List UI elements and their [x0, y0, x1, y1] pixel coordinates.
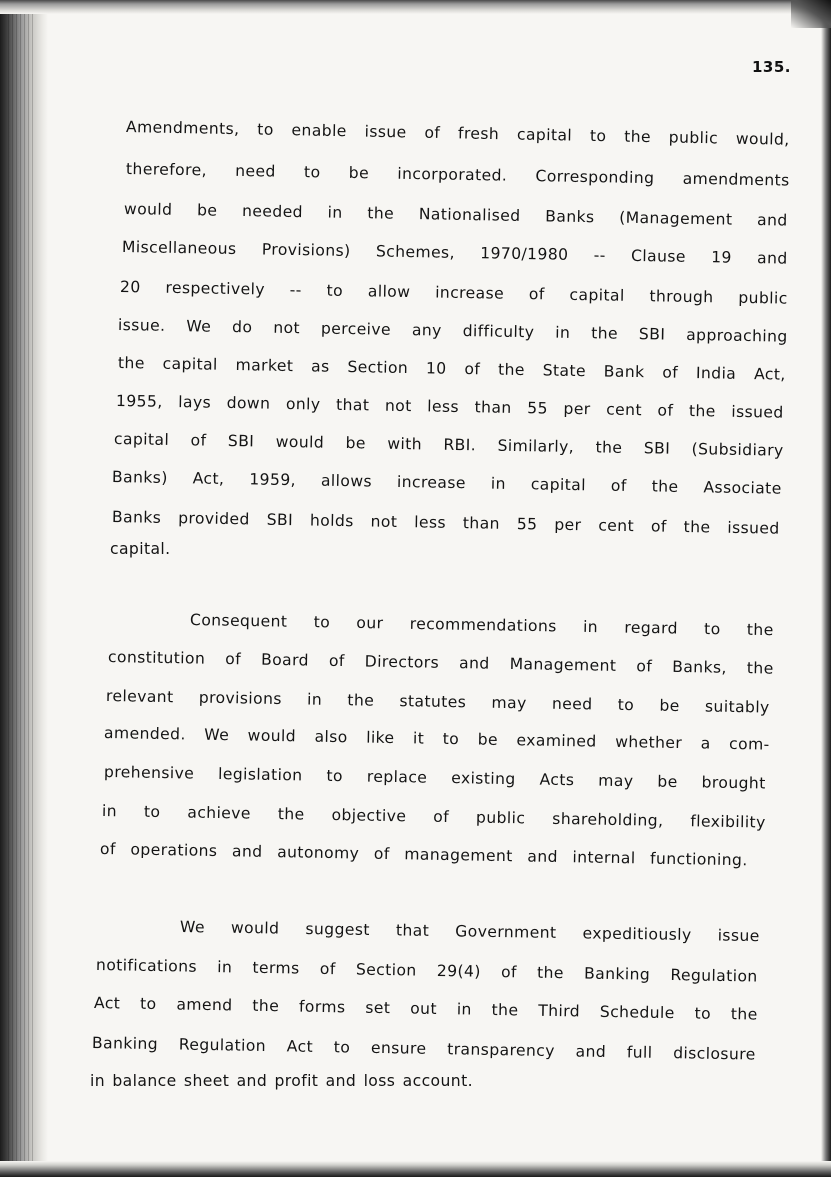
paragraph-1-line-1: Amendments, to enable issue of fresh capital to the public would,	[125, 118, 790, 149]
paragraph-3-line-2: notifications in terms of Section 29(4) of the Banking Regulation	[95, 956, 758, 986]
paragraph-2-line-4: amended. We would also like it to be examined whether a com-	[103, 724, 770, 754]
right-page-edge	[821, 0, 831, 1177]
paragraph-1-line-8: 1955, lays down only that not less than 55 per cent of the issued	[115, 392, 784, 422]
paragraph-2-line-2: constitution of Board of Directors and Management of Banks, the	[107, 648, 774, 678]
bottom-page-edge	[0, 1161, 831, 1177]
page-number: 135.	[752, 58, 792, 76]
paragraph-2-line-3: relevant provisions in the statutes may need to be suitably	[105, 687, 770, 717]
scan-corner-shadow	[791, 0, 831, 28]
paragraph-1-line-5: 20 respectively -- to allow increase of capital through public	[119, 278, 788, 308]
paragraph-3-line-5: in balance sheet and profit and loss account.	[90, 1072, 473, 1090]
paragraph-2-line-1: Consequent to our recommendations in regard to the	[189, 611, 774, 640]
paragraph-1-line-10: Banks) Act, 1959, allows increase in capital of the Associate	[111, 468, 782, 498]
paragraph-3-line-1: We would suggest that Government expeditiously issue	[179, 918, 760, 946]
top-page-edge	[0, 0, 831, 14]
paragraph-1-line-7: the capital market as Section 10 of the State Bank of India Act,	[117, 354, 786, 384]
book-page-edges	[8, 0, 36, 1177]
paragraph-1-line-12: capital.	[110, 540, 171, 558]
paragraph-3-line-3: Act to amend the forms set out in the Third Schedule to the	[93, 994, 758, 1024]
paragraph-1-line-6: issue. We do not perceive any difficulty in the SBI approaching	[117, 316, 788, 346]
paragraph-1-line-11: Banks provided SBI holds not less than 55 per cent of the issued	[111, 508, 780, 538]
paragraph-1-line-9: capital of SBI would be with RBI. Similarly, the SBI (Subsidiary	[113, 430, 784, 460]
paragraph-1-line-3: would be needed in the Nationalised Banks (Management and	[123, 200, 788, 230]
paragraph-2-line-5: prehensive legislation to replace existing Acts may be brought	[103, 763, 766, 793]
paragraph-1-line-4: Miscellaneous Provisions) Schemes, 1970/1980 -- Clause 19 and	[121, 238, 788, 268]
paragraph-2-line-6: in to achieve the objective of public shareholding, flexibility	[101, 802, 766, 832]
paragraph-2-line-7: of operations and autonomy of management and internal functioning.	[99, 840, 748, 870]
paragraph-3-line-4: Banking Regulation Act to ensure transparency and full disclosure	[91, 1034, 756, 1064]
paragraph-1-line-2: therefore, need to be incorporated. Corresponding amendments	[125, 160, 790, 190]
